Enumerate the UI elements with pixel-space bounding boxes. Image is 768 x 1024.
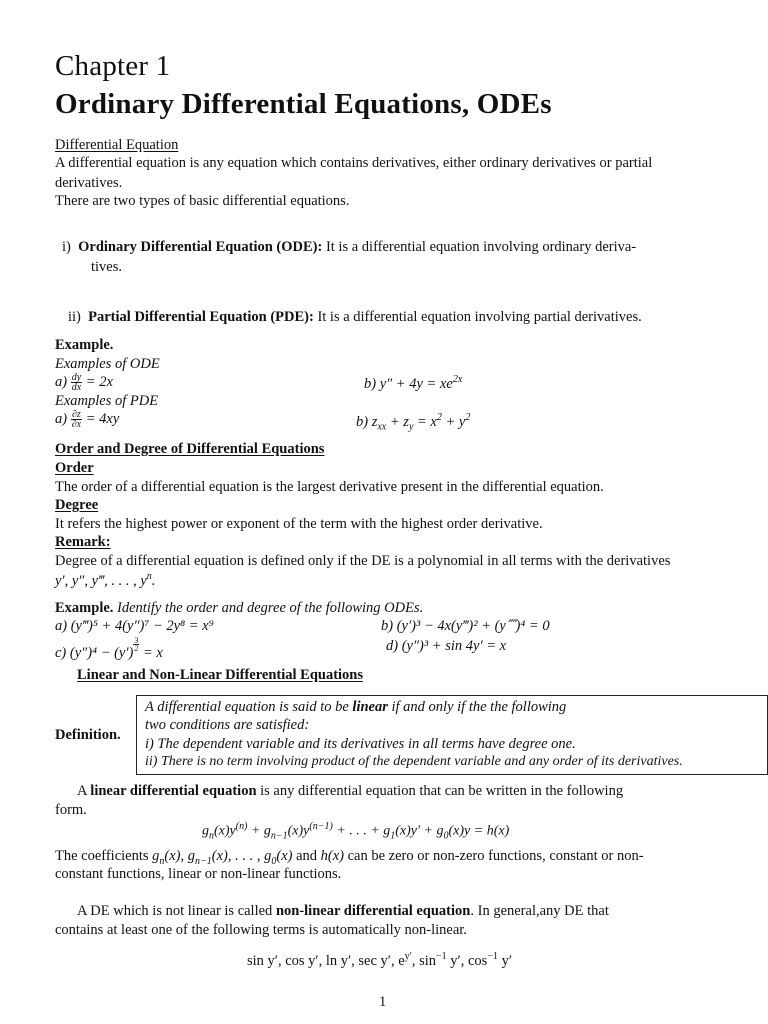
coefficients-paragraph-cont: constant functions, linear or non-linear functions. (55, 866, 342, 882)
chapter-number: 1 (155, 50, 171, 82)
example2-c: c) (y″)⁴ − (y′) $^{\frac{3}{2}}$ = x (55, 636, 163, 661)
example-ode-b: b) $y'' + 4y = xe^{2x}$ (364, 374, 463, 392)
section-heading-linear: Linear and Non-Linear Differential Equations (77, 667, 364, 683)
nonlinear-terms: sin y′, cos y′, ln y′, sec y′, $e^{y'}$, $\sin^{-1} y'$, $\cos^{-1} y'$ (247, 951, 512, 969)
definition-text: It is a differential equation involving partial derivatives. (313, 309, 642, 325)
coefficients-paragraph: The coefficients $g_n(x)$, $g_{n-1}(x)$, . . . , $g_0(x)$ and h(x) can be zero or non-zero functions, constant or non- (55, 848, 644, 867)
definition-label: Definition. (55, 727, 121, 743)
remark-text: Degree of a differential equation is defined only if the DE is a polynomial in all terms with the derivatives (55, 553, 671, 569)
fraction: $\frac{dy}{dx}$ (71, 372, 82, 393)
page-number: 1 (379, 994, 387, 1010)
term-pde: Partial Differential Equation (PDE): (88, 309, 314, 325)
linear-de-formula: $g_n(x)y^{(n)} + g_{n-1}(x)y^{(n-1)}$ + . . . + $g_1(x)y' + g_0(x)y = h(x)$ (202, 821, 510, 842)
list-marker: ii) (68, 309, 81, 325)
example2-d: d) (y″)³ + sin 4y′ = x (386, 638, 507, 654)
list-item-pde (68, 308, 642, 326)
nonlinear-paragraph: A DE which is not linear is called non-linear differential equation. In general,any DE that (77, 903, 609, 919)
paragraph-line: There are two types of basic differential equations. (55, 193, 350, 209)
example2-a: a) (y‴)⁵ + 4(y″)⁷ − 2y⁸ = x⁹ (55, 618, 214, 634)
remark-derivatives: y′, y″, y‴, . . . , $y^n$. (55, 571, 156, 589)
definition-line: i) The dependent variable and its derivatives in all terms have degree one. (145, 736, 576, 752)
example-label: Example. (55, 337, 114, 353)
example-pde-b: b) $z_{xx} + z_y = x^2 + y^2$ (356, 412, 471, 433)
definition-line: two conditions are satisfied: (145, 717, 310, 733)
list-item-ode (62, 238, 636, 256)
example-ode-a: a) $\frac{dy}{dx}$ = 2x (55, 372, 113, 393)
subheading-remark: Remark: (55, 534, 111, 550)
paragraph-line: A differential equation is any equation which contains derivatives, either ordinary derivatives or partial (55, 155, 653, 171)
nonlinear-paragraph-cont: contains at least one of the following terms is automatically non-linear. (55, 922, 467, 938)
definition-line: ii) There is no term involving product of the dependent variable and any order of its derivatives. (145, 754, 683, 769)
section-heading-order-degree: Order and Degree of Differential Equations (55, 441, 325, 457)
linear-paragraph: A linear differential equation is any differential equation that can be written in the following (77, 783, 624, 799)
subheading-order: Order (55, 460, 94, 476)
chapter-title: Ordinary Differential Equations, ODEs (55, 88, 552, 120)
fraction: $\frac{\partial z}{\partial x}$ (71, 409, 82, 430)
definition-text: It is a differential equation involving ordinary deriva- (322, 239, 637, 255)
list-marker: i) (62, 239, 71, 255)
list-item-continuation: tives. (91, 259, 123, 275)
chapter-heading (55, 50, 170, 83)
example-pde-a: a) $\frac{\partial z}{\partial x}$ = 4xy (55, 409, 120, 430)
examples-ode-label: Examples of ODE (55, 356, 160, 372)
chapter-label: Chapter (55, 50, 149, 82)
section-heading-differential-equation: Differential Equation (55, 137, 179, 153)
degree-text: It refers the highest power or exponent of the term with the highest order derivative. (55, 516, 543, 532)
paragraph-line: derivatives. (55, 175, 123, 191)
example2-b: b) (y′)³ − 4x(y‴)² + (y⁗)⁴ = 0 (381, 618, 550, 634)
linear-paragraph-cont: form. (55, 802, 87, 818)
subheading-degree: Degree (55, 497, 99, 513)
example2-heading: Example. Identify the order and degree of the following ODEs. (55, 600, 424, 616)
term-ode: Ordinary Differential Equation (ODE): (78, 239, 323, 255)
examples-pde-label: Examples of PDE (55, 393, 159, 409)
definition-line: A differential equation is said to be linear if and only if the the following (145, 699, 567, 715)
order-text: The order of a differential equation is the largest derivative present in the differential equation. (55, 479, 604, 495)
